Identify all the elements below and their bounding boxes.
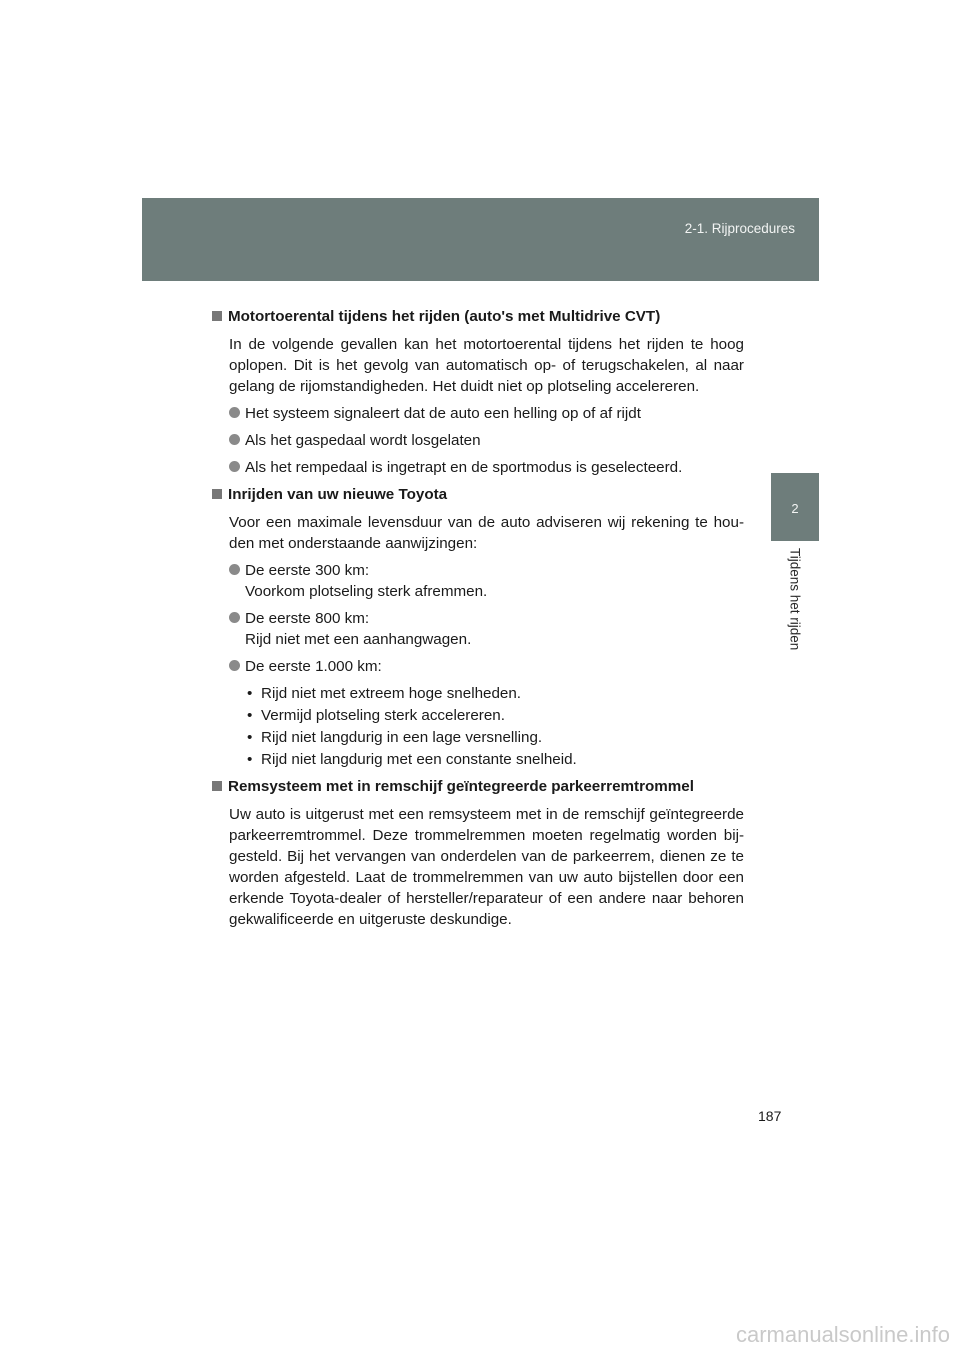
circle-bullet-icon [229,434,240,445]
dot-marker: • [247,707,253,724]
list-item-text: Als het rempedaal is ingetrapt en de sportmodus is geselecteerd. [245,459,683,476]
page-content [212,306,744,936]
circle-bullet-icon [229,612,240,623]
section-heading-text: Motortoerental tijdens het rijden (auto's met Multidrive CVT) [228,308,661,325]
section-heading [212,306,744,327]
list-item [229,608,744,650]
list-item-text: Het systeem signaleert dat de auto een helling op of af rijdt [245,405,641,422]
square-bullet-icon [212,489,222,499]
dot-marker: • [247,685,253,702]
section-paragraph: Voor een maximale levensduur van de auto adviseren wij rekening te hou-den met onderstaande aanwijzingen: [229,514,744,552]
section-paragraph: In de volgende gevallen kan het motortoerental tijdens het rijden te hoog oplopen. Dit is het gevolg van automatisch op- of terugschakelen, al naar gelang de rijomstandigheden. Het duidt niet op plotseling accelereren. [229,336,744,395]
sub-list-item-text: Rijd niet met extreem hoge snelheden. [261,685,522,702]
square-bullet-icon [212,311,222,321]
sub-list-item-text: Rijd niet langdurig in een lage versnelling. [261,729,543,746]
section-heading-text: Remsysteem met in remschijf geïntegreerde parkeerremtrommel [228,778,694,795]
list-item-text: Als het gaspedaal wordt losgelaten [245,432,481,449]
sub-list-item [247,683,744,704]
section-heading [212,484,744,505]
circle-bullet-icon [229,564,240,575]
sub-list-item [247,727,744,748]
list-item [229,656,744,677]
chapter-title: Tijdens het rijden [787,548,803,651]
sub-list-item-text: Vermijd plotseling sterk accelereren. [261,707,505,724]
sub-list [247,683,744,770]
header-band [142,198,819,281]
circle-bullet-icon [229,660,240,671]
list-item-text: De eerste 800 km: Rijd niet met een aanhangwagen. [245,610,472,648]
section-heading-text: Inrijden van uw nieuwe Toyota [228,486,448,503]
dot-marker: • [247,751,253,768]
square-bullet-icon [212,781,222,791]
sub-list-item [247,705,744,726]
sub-list-item-text: Rijd niet langdurig met een constante snelheid. [261,751,577,768]
section-label: 2-1. Rijprocedures [684,221,795,236]
dot-marker: • [247,729,253,746]
list-item-text: De eerste 300 km: Voorkom plotseling sterk afremmen. [245,562,488,600]
watermark: carmanualsonline.info [735,1322,950,1347]
section-heading [212,776,744,797]
list-item [229,403,744,424]
list-item-text: De eerste 1.000 km: [245,658,382,675]
list-item [229,560,744,602]
section-paragraph: Uw auto is uitgerust met een remsysteem met in de remschijf geïntegreerde parkeerremtrommel. Deze trommelremmen moeten regelmatig worden bij-gesteld. Bij het vervangen van onderdelen van de parkeerrem, dienen ze te worden afgesteld. Laat de trommelremmen van uw auto bijstellen door een erkende Toyota-dealer of hersteller/reparateur of een andere naar behoren gekwalificeerde en uitgeruste deskundige. [229,806,744,928]
list-item [229,430,744,451]
page-number: 187 [758,1108,782,1124]
sub-list-item [247,749,744,770]
chapter-number: 2 [791,501,799,516]
circle-bullet-icon [229,461,240,472]
list-item [229,457,744,478]
chapter-tab [771,473,819,541]
circle-bullet-icon [229,407,240,418]
